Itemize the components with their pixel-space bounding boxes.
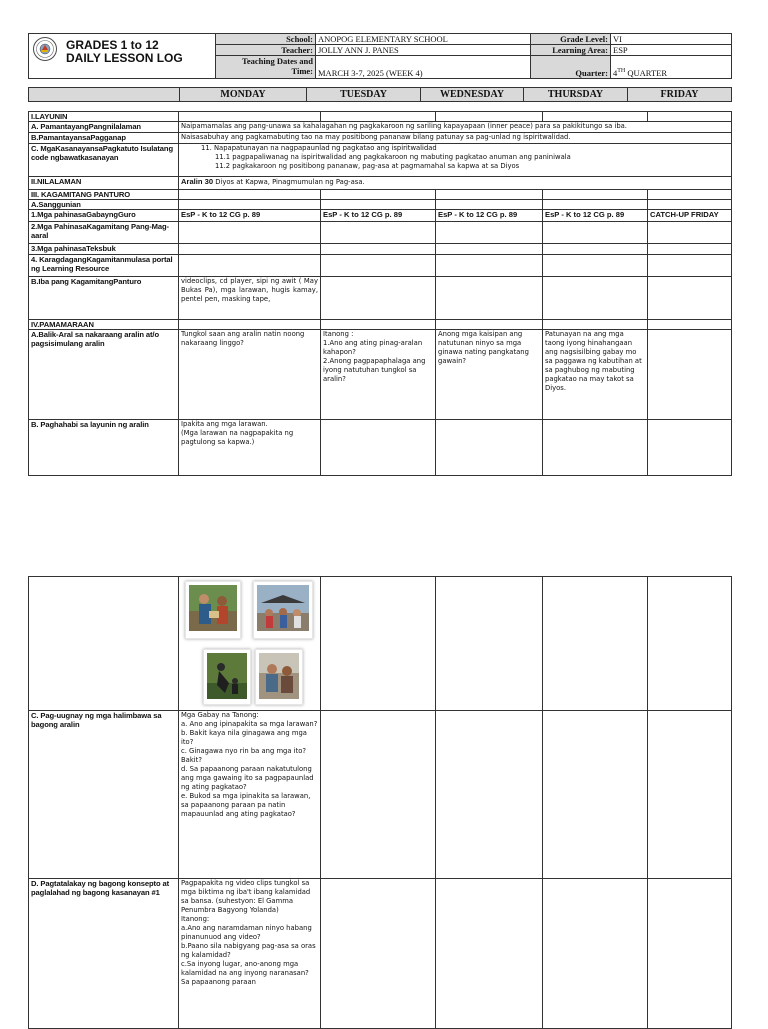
balik-aral-wednesday: Anong mga kaisipan ang natutunan ninyo sa mga ginawa nating pangkatang gawain? <box>436 330 543 420</box>
catch-up-friday: CATCH-UP FRIDAY <box>648 210 732 222</box>
lesson-log-table <box>28 111 732 476</box>
balik-aral-label: A.Balik-Aral sa nakaraang aralin at/o pagsisimulang aralin <box>29 330 179 420</box>
pamantayan-sa-pagganap-value: Naisasabuhay ang pagkamabuting tao na may positibong pananaw bilang patunay sa pag-unlad ng ispiritwalidad. <box>179 133 732 144</box>
pag-uugnay-label: C. Pag-uugnay ng mga halimbawa sa bagong aralin <box>29 711 179 879</box>
kasanayan-line-3: 11.2 pagkakaroon ng positibong pananaw, pag-asa at pagmamahal sa kapwa at sa Diyos <box>215 162 520 170</box>
teaching-dates-label-line2: Time: <box>291 66 313 76</box>
learning-area-label: Learning Area: <box>531 45 611 56</box>
iba-pang-kagamitan-value: videoclips, cd player, sipi ng awit ( May Bukas Pa), mga larawan, hugis kamay, pentel pen, masking tape, <box>179 277 321 320</box>
teksbuk-label: 3.Mga pahinasaTeksbuk <box>29 244 179 255</box>
quarter-label: Quarter: <box>531 56 611 79</box>
deped-seal-icon <box>33 37 57 61</box>
kasanayan-line-2: 11.1 pagpapaliwanag na ispiritwalidad ang pagkakaroon ng mabuting pagkatao anuman ang paniniwala <box>215 153 571 161</box>
section-nilalaman: II.NILALAMAN <box>29 177 179 190</box>
paghahabi-label: B. Paghahabi sa layunin ng aralin <box>29 420 179 476</box>
day-wednesday: WEDNESDAY <box>421 88 524 102</box>
day-tuesday: TUESDAY <box>307 88 421 102</box>
learning-resource-portal-label: 4. KaragdagangKagamitanmulasa portal ng Learning Resource <box>29 255 179 277</box>
cg-ref-monday: EsP - K to 12 CG p. 89 <box>179 210 321 222</box>
section-pamamaraan: IV.PAMAMARAAN <box>29 320 179 330</box>
pamantayan-sa-pagganap-label: B.PamantayansaPagganap <box>29 133 179 144</box>
grade-level-value: VI <box>611 34 732 45</box>
photo-helping-3 <box>203 649 251 705</box>
paghahabi-monday: Ipakita ang mga larawan. (Mga larawan na nagpapakita ng pagtulong sa kapwa.) <box>179 420 321 476</box>
kasanayan-line-1: 11. Napapatunayan na nagpapaunlad ng pagkatao ang ispiritwalidad <box>201 144 437 152</box>
aralin-title: Diyos at Kapwa, Pinagmumulan ng Pag-asa. <box>213 178 365 186</box>
lesson-log-table-continued <box>28 576 732 1029</box>
balik-aral-monday: Tungkol saan ang aralin natin noong nakaraang linggo? <box>179 330 321 420</box>
quarter-value <box>611 56 732 79</box>
grade-level-label: Grade Level: <box>531 34 611 45</box>
day-header-table <box>28 87 732 102</box>
larawan-photos-cell <box>179 577 321 711</box>
learning-area-value: ESP <box>611 45 732 56</box>
school-value: ANOPOG ELEMENTARY SCHOOL <box>316 34 531 45</box>
cg-ref-thursday: EsP - K to 12 CG p. 89 <box>543 210 648 222</box>
section-layunin: I.LAYUNIN <box>29 112 179 122</box>
kasanayan-sa-pagkatuto-value <box>179 144 732 177</box>
school-label: School: <box>216 34 316 45</box>
gabay-ng-guro-label: 1.Mga pahinasaGabayngGuro <box>29 210 179 222</box>
kagamitang-pang-mag-aaral-label: 2.Mga PahinasaKagamitang Pang-Mag-aaral <box>29 222 179 244</box>
quarter-text: QUARTER <box>625 68 668 78</box>
cg-ref-tuesday: EsP - K to 12 CG p. 89 <box>321 210 436 222</box>
pag-uugnay-monday: Mga Gabay na Tanong: a. Ano ang ipinapakita sa mga larawan? b. Bakit kaya nila ginagawa ang mga ito? c. Ginagawa nyo rin ba ang mga ito? Bakit? d. Sa papaanong paraan nakatutulong ang mga gawaing ito sa pagpapaunlad ng ating pagkatao? e. Bukod sa mga ipinakita sa larawan, sa papaanong paraan pa natin mapauunlad ang ating pagkatao? <box>179 711 321 879</box>
day-monday: MONDAY <box>180 88 307 102</box>
photo-helping-1 <box>185 581 241 639</box>
header-title <box>66 39 183 65</box>
kasanayan-sa-pagkatuto-label: C. MgaKasanayansaPagkatuto Isulatang code ngbawatkasanayan <box>29 144 179 177</box>
teaching-dates-label-line1: Teaching Dates and <box>241 56 313 66</box>
photo-helping-4 <box>255 649 303 705</box>
sanggunian-label: A.Sanggunian <box>29 200 179 210</box>
day-header-blank <box>29 88 180 102</box>
title-line-2: DAILY LESSON LOG <box>66 51 183 65</box>
section-kagamitang-panturo: III. KAGAMITANG PANTURO <box>29 190 179 200</box>
iba-pang-kagamitan-label: B.Iba pang KagamitangPanturo <box>29 277 179 320</box>
aralin-number: Aralin 30 <box>181 177 214 186</box>
nilalaman-value <box>179 177 732 190</box>
quarter-number: 4 <box>613 68 618 78</box>
teaching-dates-value: MARCH 3-7, 2025 (WEEK 4) <box>316 56 531 79</box>
pamantayang-pangnilalaman-label: A. PamantayangPangnilalaman <box>29 122 179 133</box>
pagtatalakay-label: D. Pagtatalakay ng bagong konsepto at paglalahad ng bagong kasanayan #1 <box>29 879 179 1029</box>
header-table <box>28 33 732 79</box>
photo-helping-2 <box>253 581 313 639</box>
pamantayang-pangnilalaman-value: Naipamamalas ang pang-unawa sa kahalagahan ng pagkakaroon ng sariling kapayapaan (inner peace) para sa pakikitungo sa iba. <box>179 122 732 133</box>
day-thursday: THURSDAY <box>524 88 628 102</box>
teacher-value: JOLLY ANN J. PANES <box>316 45 531 56</box>
balik-aral-thursday: Patunayan na ang mga taong iyong hinahangaan ang nagsisilbing gabay mo sa paggawa ng kabutihan at sa paghubog ng mabuting pagkatao na may takot sa Diyos. <box>543 330 648 420</box>
pagtatalakay-monday: Pagpapakita ng video clips tungkol sa mga biktima ng iba't ibang kalamidad sa bansa. (suhestyon: El Gamma Penumbra Bagyong Yolanda) Itanong: a.Ano ang naramdaman ninyo habang pinanunuod ang video? b.Paano sila nabigyang pag-asa sa oras ng kalamidad? c.Sa inyong lugar, ano-anong mga kalamidad na ang inyong naranasan? Sa papaanong paraan <box>179 879 321 1029</box>
teacher-label: Teacher: <box>216 45 316 56</box>
day-friday: FRIDAY <box>628 88 732 102</box>
header-logo-cell <box>29 34 216 79</box>
teaching-dates-label <box>216 56 316 79</box>
title-line-1: GRADES 1 to 12 <box>66 38 159 52</box>
quarter-superscript: TH <box>617 68 626 75</box>
balik-aral-tuesday: Itanong : 1.Ano ang ating pinag-aralan kahapon? 2.Anong pagpapaphalaga ang iyong natutuhan tungkol sa aralin? <box>321 330 436 420</box>
cg-ref-wednesday: EsP - K to 12 CG p. 89 <box>436 210 543 222</box>
